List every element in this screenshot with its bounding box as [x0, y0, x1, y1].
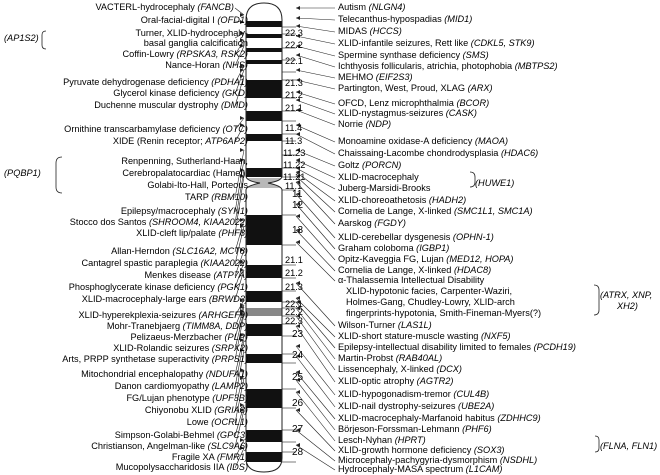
right-label: Monoamine oxidase-A deficiency (MAOA) [338, 136, 509, 146]
left-label: Renpenning, Sutherland-Haan, [121, 156, 248, 166]
band-label: 28 [292, 447, 304, 458]
right-label: XLID-optic atrophy (AGTR2) [338, 376, 454, 386]
right-label: Juberg-Marsidi-Brooks [338, 183, 431, 193]
band-label: 23 [292, 329, 304, 340]
band-dark [246, 354, 282, 363]
band-label: 21.3 [285, 78, 303, 88]
right-label: Epilepsy-intellectual disability limited to females (PCDH19) [338, 342, 576, 352]
band-label: 11.3 [285, 136, 303, 146]
left-label: Mohr-Tranebjaerg (TIMM8A, DDP) [106, 321, 248, 331]
band-dark [246, 134, 282, 141]
left-label: Epilepsy/macrocephaly (SYN1) [120, 206, 248, 216]
band-label: 27 [292, 424, 304, 435]
band-label: 22.2 [285, 307, 303, 317]
band-label: 11.1 [285, 181, 303, 191]
right-label: fingerprints-hypotonia, Smith-Fineman-Myers(?) [346, 308, 542, 318]
band-dark [246, 265, 282, 278]
right-label: XLID-cerebellar dysgenesis (OPHN-1) [338, 232, 494, 242]
right-label: XLID-infantile seizures, Rett like (CDKL5, STK9) [338, 38, 535, 48]
band-dark [246, 389, 282, 408]
left-label: Oral-facial-digital I (OFD1) [140, 15, 248, 25]
right-label: Cornelia de Lange, X-linked (SMC1L1, SMC1A) [338, 206, 533, 216]
right-label: Lissencephaly, X-linked (DCX) [338, 364, 462, 374]
band-label: 11 [292, 189, 303, 200]
right-group-gene: XH2) [617, 301, 638, 311]
pointer-arrow-right [296, 240, 300, 244]
right-label: Autism (NLGN4) [338, 2, 406, 12]
left-label: Golabi-Ito-Hall, Porteous [147, 180, 248, 190]
pointer-line-right [296, 18, 335, 20]
right-label: Wilson-Turner (LAS1L) [338, 320, 432, 330]
band-label: 13 [292, 225, 304, 236]
right-label: OFCD, Lenz microphthalmia (BCOR) [338, 98, 490, 108]
right-label: α-Thalassemia Intellectual Disability [338, 275, 485, 285]
left-label: XLID-macrocephaly-large ears (BRWD3) [81, 294, 248, 304]
band-label: 21.2 [285, 90, 303, 100]
band-label: 11.4 [285, 123, 303, 133]
band-dark [246, 324, 282, 336]
band-label: 21.2 [285, 268, 303, 278]
band-label: 12 [292, 200, 304, 211]
left-label: Lowe (OCRL1) [186, 417, 248, 427]
right-label: Aarskog (FGDY) [338, 218, 406, 228]
right-label: XLID-hypogonadism-tremor (CUL4B) [338, 389, 490, 399]
left-label: basal ganglia calcification [143, 38, 248, 48]
right-label: XLID-macrocephaly [338, 172, 419, 182]
right-label: XLID-nystagmus-seizures (CASK) [338, 108, 477, 118]
band-dark [246, 60, 282, 64]
left-label: Stocco dos Santos (SHROOM4, KIAA2022) [69, 217, 248, 227]
bracket-left-ap1s2 [42, 31, 46, 49]
left-label: Chiyonobu XLID (GRIA3) [144, 405, 248, 415]
pointer-arrow-left [240, 148, 244, 152]
left-label: Simpson-Golabi-Behmel (GPC3) [114, 430, 248, 440]
left-label: Cerebropalatocardiac (Hamel), [122, 168, 248, 178]
left-label: Ornithine transcarbamylase deficiency (OTC) [64, 124, 248, 134]
right-label: Goltz (PORCN) [338, 160, 402, 170]
right-label: Börjeson-Forssman-Lehmann (PHF6) [338, 424, 492, 434]
left-group-gene: (AP1S2) [4, 33, 39, 43]
right-label: Spermine synthase deficiency (SMS) [338, 50, 489, 60]
left-group-gene: (PQBP1) [4, 168, 41, 178]
left-label: VACTERL-hydrocephaly (FANCB) [95, 2, 234, 12]
bracket-right-flna [595, 436, 599, 452]
pointer-arrow-right [296, 16, 300, 20]
right-label: Partington, West, Proud, XLAG (ARX) [338, 83, 493, 93]
band-dark [246, 111, 282, 121]
band-dark [246, 430, 282, 442]
left-label: XLID-hyperekplexia-seizures (ARHGEF9) [78, 310, 248, 320]
band-dark [246, 34, 282, 38]
band-dark [246, 215, 282, 245]
band-label: 11.23 [283, 148, 306, 158]
pointer-line-right [296, 70, 335, 78]
band-label: 22.2 [285, 40, 303, 50]
bracket-right-atrx [594, 285, 599, 315]
pointer-arrow-right [296, 344, 300, 348]
band-dark [246, 48, 282, 52]
centromere [246, 178, 282, 188]
band-label: 21.1 [285, 103, 303, 113]
band-label: 22.1 [285, 299, 303, 309]
left-label: Turner, XLID-hydrocephaly- [135, 28, 248, 38]
pointer-arrow-right [296, 390, 300, 394]
band-label: 22.3 [285, 316, 303, 326]
left-label: Glycerol kinase deficiency (GKD) [113, 88, 248, 98]
band-dark [246, 168, 282, 177]
left-label: Fragile XA (FMR1) [171, 452, 248, 462]
right-label: Microcephaly-pachygyria-dysmorphism (NSDHL) [338, 455, 538, 465]
band-label: 25 [292, 372, 304, 383]
band-label: 24 [292, 350, 304, 361]
right-label: Ichthyosis follicularis, atrichia, photophobia (MBTPS2) [338, 61, 558, 71]
left-label: Mucopolysaccharidosis IIA (IDS) [115, 462, 248, 472]
left-label: Phosphoglycerate kinase deficiency (PGK1) [68, 282, 248, 292]
band-label: 26 [292, 398, 304, 409]
left-label: Cantagrel spastic paraplegia (KIAA2022) [81, 258, 248, 268]
left-label: XIDE (Renin receptor; ATP6AP2) [112, 136, 248, 146]
left-label: Arts, PRPP synthetase superactivity (PRPS1) [62, 354, 248, 364]
pointer-arrow-right [296, 214, 300, 218]
left-label: TARP (RBM10) [185, 192, 248, 202]
pointer-arrow-right [296, 6, 300, 10]
pointer-line-right [296, 216, 335, 260]
right-label: Graham coloboma (IGBP1) [338, 243, 450, 253]
band-label: 11.22 [283, 160, 306, 170]
left-label: XLID-Rolandic seizures (SRPX2) [113, 343, 248, 353]
right-label: Holmes-Gang, Chudley-Lowry, XLID-arch [346, 297, 515, 307]
left-label: Nance-Horan (NHS) [165, 60, 248, 70]
band-label: 11.21 [283, 172, 306, 182]
right-label: Hydrocephaly-MASA spectrum (L1CAM) [338, 464, 503, 474]
left-label: Pyruvate dehydrogenase deficiency (PDHA1) [63, 77, 248, 87]
right-label: Martin-Probst (RAB40AL) [338, 353, 443, 363]
right-label: XLID-short stature-muscle wasting (NXF5) [338, 331, 511, 341]
band-label: 22.1 [285, 56, 303, 66]
left-label: Mitochondrial encephalopathy (NDUFA1) [81, 369, 248, 379]
left-label: Coffin-Lowry (RPSKA3, RSK2) [122, 49, 248, 59]
right-group-gene: (FLNA, FLN1) [600, 441, 658, 451]
left-label: Christianson, Angelman-like (SLC9A6) [91, 441, 248, 451]
right-label: Chaissaing-Lacombe chondrodysplasia (HDAC6) [338, 148, 539, 158]
left-label: Menkes disease (ATP7A) [144, 270, 248, 280]
right-label: Lesch-Nyhan (HPRT) [338, 435, 426, 445]
right-label: Cornelia de Lange, X-linked (HDAC8) [338, 265, 492, 275]
band-dark [246, 291, 282, 302]
right-label: XLID-macrocephaly-Marfanoid habitus (ZDHHC9) [338, 413, 541, 423]
right-group-gene: (ATRX, XNP, [600, 290, 653, 300]
band-gray [246, 308, 282, 316]
chromosome-bands [246, 0, 282, 474]
right-label: XLID-hypotonic facies, Carpenter-Waziri, [346, 286, 513, 296]
left-label: Allan-Herndon (SLC16A2, MCT8) [111, 246, 248, 256]
left-label: FG/Lujan phenotype (UPF3B) [126, 393, 248, 403]
pointer-arrow-right [296, 68, 300, 72]
right-label: Telecanthus-hypospadias (MID1) [338, 14, 473, 24]
pointer-arrow-left [240, 116, 244, 120]
band-label: 22.3 [285, 28, 303, 38]
band-dark [246, 452, 282, 462]
right-label: Opitz-Kaveggia FG, Lujan (MED12, HOPA) [338, 254, 514, 264]
right-label: Norrie (NDP) [338, 119, 392, 129]
bracket-left-pqbp1 [56, 157, 62, 193]
band-dark [246, 21, 282, 27]
band-dark [246, 80, 282, 98]
left-label: Duchenne muscular dystrophy (DMD) [94, 100, 248, 110]
band-label: 21.3 [285, 282, 303, 292]
right-label: XLID-growth hormone deficiency (SOX3) [338, 445, 505, 455]
right-label: XLID-nail dystrophy-seizures (UBE2A) [338, 401, 495, 411]
right-label: XLID-choreoathetosis (HADH2) [338, 195, 467, 205]
pointer-line-left [235, 8, 244, 15]
left-label: Pelizaeus-Merzbacher (PLP) [130, 332, 248, 342]
band-label: 21.1 [285, 255, 303, 265]
right-group-gene: (HUWE1) [475, 178, 515, 188]
right-label: MIDAS (HCCS) [338, 26, 402, 36]
left-label: XLID-cleft lip/palate (PHF8) [136, 228, 248, 238]
right-label: MEHMO (EIF2S3) [338, 72, 413, 82]
left-label: Danon cardiomyopathy (LAMP2) [114, 381, 248, 391]
